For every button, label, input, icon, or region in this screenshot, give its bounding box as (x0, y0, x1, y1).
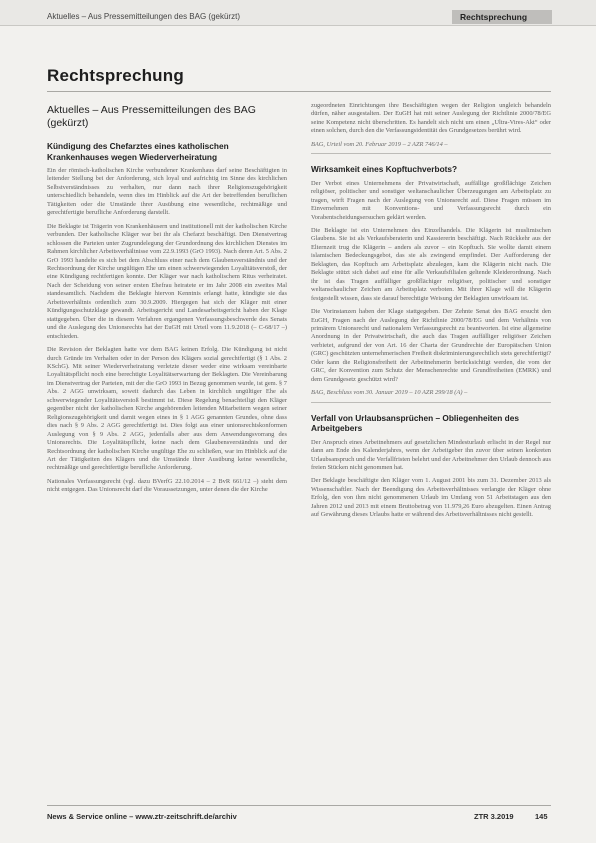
column-title: Aktuelles – Aus Pressemitteilungen des BAG (gekürzt) (47, 104, 256, 129)
article-heading: Verfall von Urlaubsansprüchen – Obliegenheiten des Arbeitgebers (311, 412, 519, 434)
article-heading: Kündigung des Chefarztes eines katholischen Krankenhauses wegen Wiederverheiratung (47, 141, 229, 162)
article-paragraph: Der Verbot eines Unternehmens der Privatwirtschaft, auffällige großflächige Zeichen religiöser, politischer und sonstiger weltanschaulicher Überzeugungen am Arbeitsplatz zu tragen, wirft Fragen nach der Auslegung von Unionsrecht auf. Diese Fragen müssen im Einvernehmen mit Konventions- und Verfassungsrecht durch ein Vorabentscheidungsersuchen geklärt werden. (311, 179, 551, 221)
article-paragraph: Der Beklagte beschäftigte den Kläger vom 1. August 2001 bis zum 31. Dezember 2013 als Wissenschaftler. Nach der Beendigung des Arbeitsverhältnisses verlangte der Kläger ohne Erfolg, den von ihm nicht genommenen Urlaub im Umfang von 51 Arbeitstagen aus den Jahren 2012 und 2013 mit einem Bruttobetrag von 11.979,26 Euro abzugelten. Einen Antrag auf Gewährung dieses Urlaubs hatte er während des Arbeitsverhältnisses nicht gestellt. (311, 477, 551, 519)
citation: BAG, Urteil vom 20. Februar 2019 – 2 AZR 746/14 – (311, 140, 448, 148)
right-column (311, 102, 551, 525)
page-number: 145 (535, 812, 548, 821)
running-head: Aktuelles – Aus Pressemitteilungen des BAG (gekürzt) (47, 12, 240, 21)
page-header (0, 0, 596, 26)
article-paragraph: Die Beklagte ist ein Unternehmen des Einzelhandels. Die Klägerin ist muslimischen Glaubens. Sie ist als Verkaufsberaterin und Kassiererin beschäftigt. Nach Rückkehr aus der Elternzeit trug die Klägerin – anders als zuvor – ein Kopftuch. Sie wollte damit einem islamischen Bedeckungsgebot, das sie als zwingend empfindet. Der Aufforderung der Beklagten, das Kopftuch am Arbeitsplatz abzulegen, kam die Klägerin nicht nach. Die Beklagte stützt sich dabei auf eine für alle Verkaufsfilialen geltende Kleiderordnung. Nach ihr ist das Tragen auffälliger großflächiger religiöser, politischer und sonstiger weltanschaulicher Zeichen am Arbeitsplatz verboten. Mit ihrer Klage will die Klägerin festgestellt wissen, dass sie darauf berechtigte Weisung der Beklagten unwirksam ist. (311, 227, 551, 302)
footer-rule (47, 805, 551, 806)
divider (311, 402, 551, 403)
article-paragraph: Nationales Verfassungsrecht (vgl. dazu BVerfG 22.10.2014 – 2 BvR 661/12 –) steht dem nicht entgegen. Das Unionsrecht darf die Voraussetzungen, unter denen die der Kirche (47, 477, 287, 494)
article-paragraph: Der Anspruch eines Arbeitnehmers auf gesetzlichen Mindesturlaub erlischt in der Regel nur dann am Ende des Kalenderjahres, wenn der Arbeitgeber ihn zuvor über seinen konkreten Urlaubsanspruch und die Verfallfristen belehrt und der Arbeitnehmer den Urlaub dennoch aus freien Stücken nicht genommen hat. (311, 438, 551, 471)
section-title: Rechtsprechung (47, 66, 184, 85)
divider (311, 153, 551, 154)
article-paragraph: Ein der römisch-katholischen Kirche verbundener Krankenhaus darf seine Beschäftigten in leitender Stellung bei der Anforderung, sich loyal und aufrichtig im Sinne des kirchlichen Selbstverständnisses zu verhalten, nur dann nach ihrer Religionszugehörigkeit unterschiedlich behandeln, wenn dies im Hinblick auf die Art der betreffenden beruflichen Tätigkeiten oder die Umstände ihrer Ausübung eine wesentliche, rechtmäßige und gerechtfertigte berufliche Anforderung darstellt. (47, 167, 287, 217)
footer-journal: ZTR 3.2019 (474, 812, 514, 821)
footer-link: News & Service online – www.ztr-zeitschrift.de/archiv (47, 812, 237, 821)
article-paragraph: Die Beklagte ist Trägerin von Krankenhäusern und institutionell mit der katholischen Kirche verbunden. Der katholische Kläger war bei ihr als Chefarzt beschäftigt. Den Dienstvertrag schlossen die Parteien unter Zugrundelegung der Grundordnung des kirchlichen Dienstes im Rahmen kirchlicher Arbeitsverhältnisse vom 22.9.1993 (GrO 1993). Nach deren Art. 5 Abs. 2 GrO 1993 handelte es sich bei dem Abschluss einer nach dem Glaubensverständnis und der Rechtsordnung der Kirche ungültigen Ehe um einen schwerwiegenden Loyalitätsverstoß, der eine Kündigung rechtfertigen konnte. Der Kläger war nach katholischem Ritus verheiratet. Nach der Scheidung von seiner ersten Ehefrau heiratete er im Jahr 2008 ein zweites Mal standesamtlich. Nachdem die Beklagte hiervon Kenntnis erlangt hatte, kündigte sie das Arbeitsverhältnis ordentlich zum 30.9.2009. Hiergegen hat sich der Kläger mit einer Kündigungsschutzklage gewandt. Arbeitsgericht und Landesarbeitsgericht haben der Klage stattgegeben. Über die in diesem Verfahren ergangenen Verfassungsbeschwerde des Senats und die Auslegung des Unionsrechts hat der EuGH mit Urteil vom 11.9.2018 (– C-68/17 –) entschieden. (47, 222, 287, 340)
section-rule (47, 91, 551, 92)
article-paragraph: zugeordneten Einrichtungen ihre Beschäftigten wegen der Religion ungleich behandeln dürfen, näher ausgestalten. Der EuGH hat mit seiner Auslegung der Richtlinie 2000/78/EG seine Kompetenz nicht überschritten. Es handelt sich nicht um einen „Ultra-Vires-Akt“ oder einen solchen, durch den die Verfassungsidentität des Grundgesetzes berührt wird. (311, 102, 551, 135)
article-heading: Wirksamkeit eines Kopftuchverbots? (311, 164, 458, 175)
citation: BAG, Beschluss vom 30. Januar 2019 – 10 AZR 299/18 (A) – (311, 389, 468, 397)
section-tab: Rechtsprechung (452, 10, 552, 24)
article-paragraph: Die Revision der Beklagten hatte vor dem BAG keinen Erfolg. Die Kündigung ist nicht durch Gründe im Verhalten oder in der Person des Klägers sozial gerechtfertigt (§ 1 Abs. 2 KSchG). Mit seiner Wiederverheiratung verletzte dieser weder eine wirksam vereinbarte Loyalitätspflicht noch eine berechtigte Loyalitätserwartung der Beklagten. Die Vereinbarung im Dienstvertrag der Parteien, mit der die GrO 1993 in Bezug genommen wurde, ist gem. § 7 Abs. 2 AGG unwirksam, soweit dadurch das Leben in kirchlich ungültiger Ehe als schwerwiegender Loyalitätsverstoß bestimmt ist. Diese Regelung benachteiligt den Kläger gegenüber nicht der katholischen Kirche angehörenden leitenden Mitarbeitern wegen seiner Religionszugehörigkeit und damit wegen eines in § 1 AGG genannten Grundes, ohne dass dies nach § 9 Abs. 2 AGG gerechtfertigt ist. Dies folgt aus einer unionsrechtskonformen Auslegung von § 9 Abs. 2 AGG, jedenfalls aber aus dem Anwendungsvorrang des Unionsrechts. Die Loyalitätspflicht, keine nach dem Glaubensverständnis und der Rechtsordnung der katholischen Kirche ungültige Ehe zu schließen, war im Hinblick auf die Art der Tätigkeiten des Klägers und die Umstände ihrer Ausübung keine wesentliche, rechtmäßige und gerechtfertigte berufliche Anforderung. (47, 346, 287, 472)
left-column (47, 104, 287, 500)
article-paragraph: Die Vorinstanzen haben der Klage stattgegeben. Der Zehnte Senat des BAG ersucht den EuGH, Fragen nach der Auslegung der Richtlinie 2000/78/EG und dem Verhältnis von primärem Unionsrecht und nationalem Verfassungsrecht zu beantworten. Ist eine allgemeine Anordnung in der Privatwirtschaft, die auch das Tragen auffälliger religiöser Zeichen verbietet, aufgrund der von Art. 16 der Charta der Grundrechte der Europäischen Union (GRC) geschützten unternehmerischen Freiheit diskriminierungsrechtlich stets gerechtfertigt? Oder kann die Religionsfreiheit der Arbeitnehmerin berücksichtigt werden, die vom der GRC, der Konvention zum Schutz der Menschenrechte und Grundfreiheiten (EMRK) und dem Grundgesetz geschützt wird? (311, 308, 551, 383)
